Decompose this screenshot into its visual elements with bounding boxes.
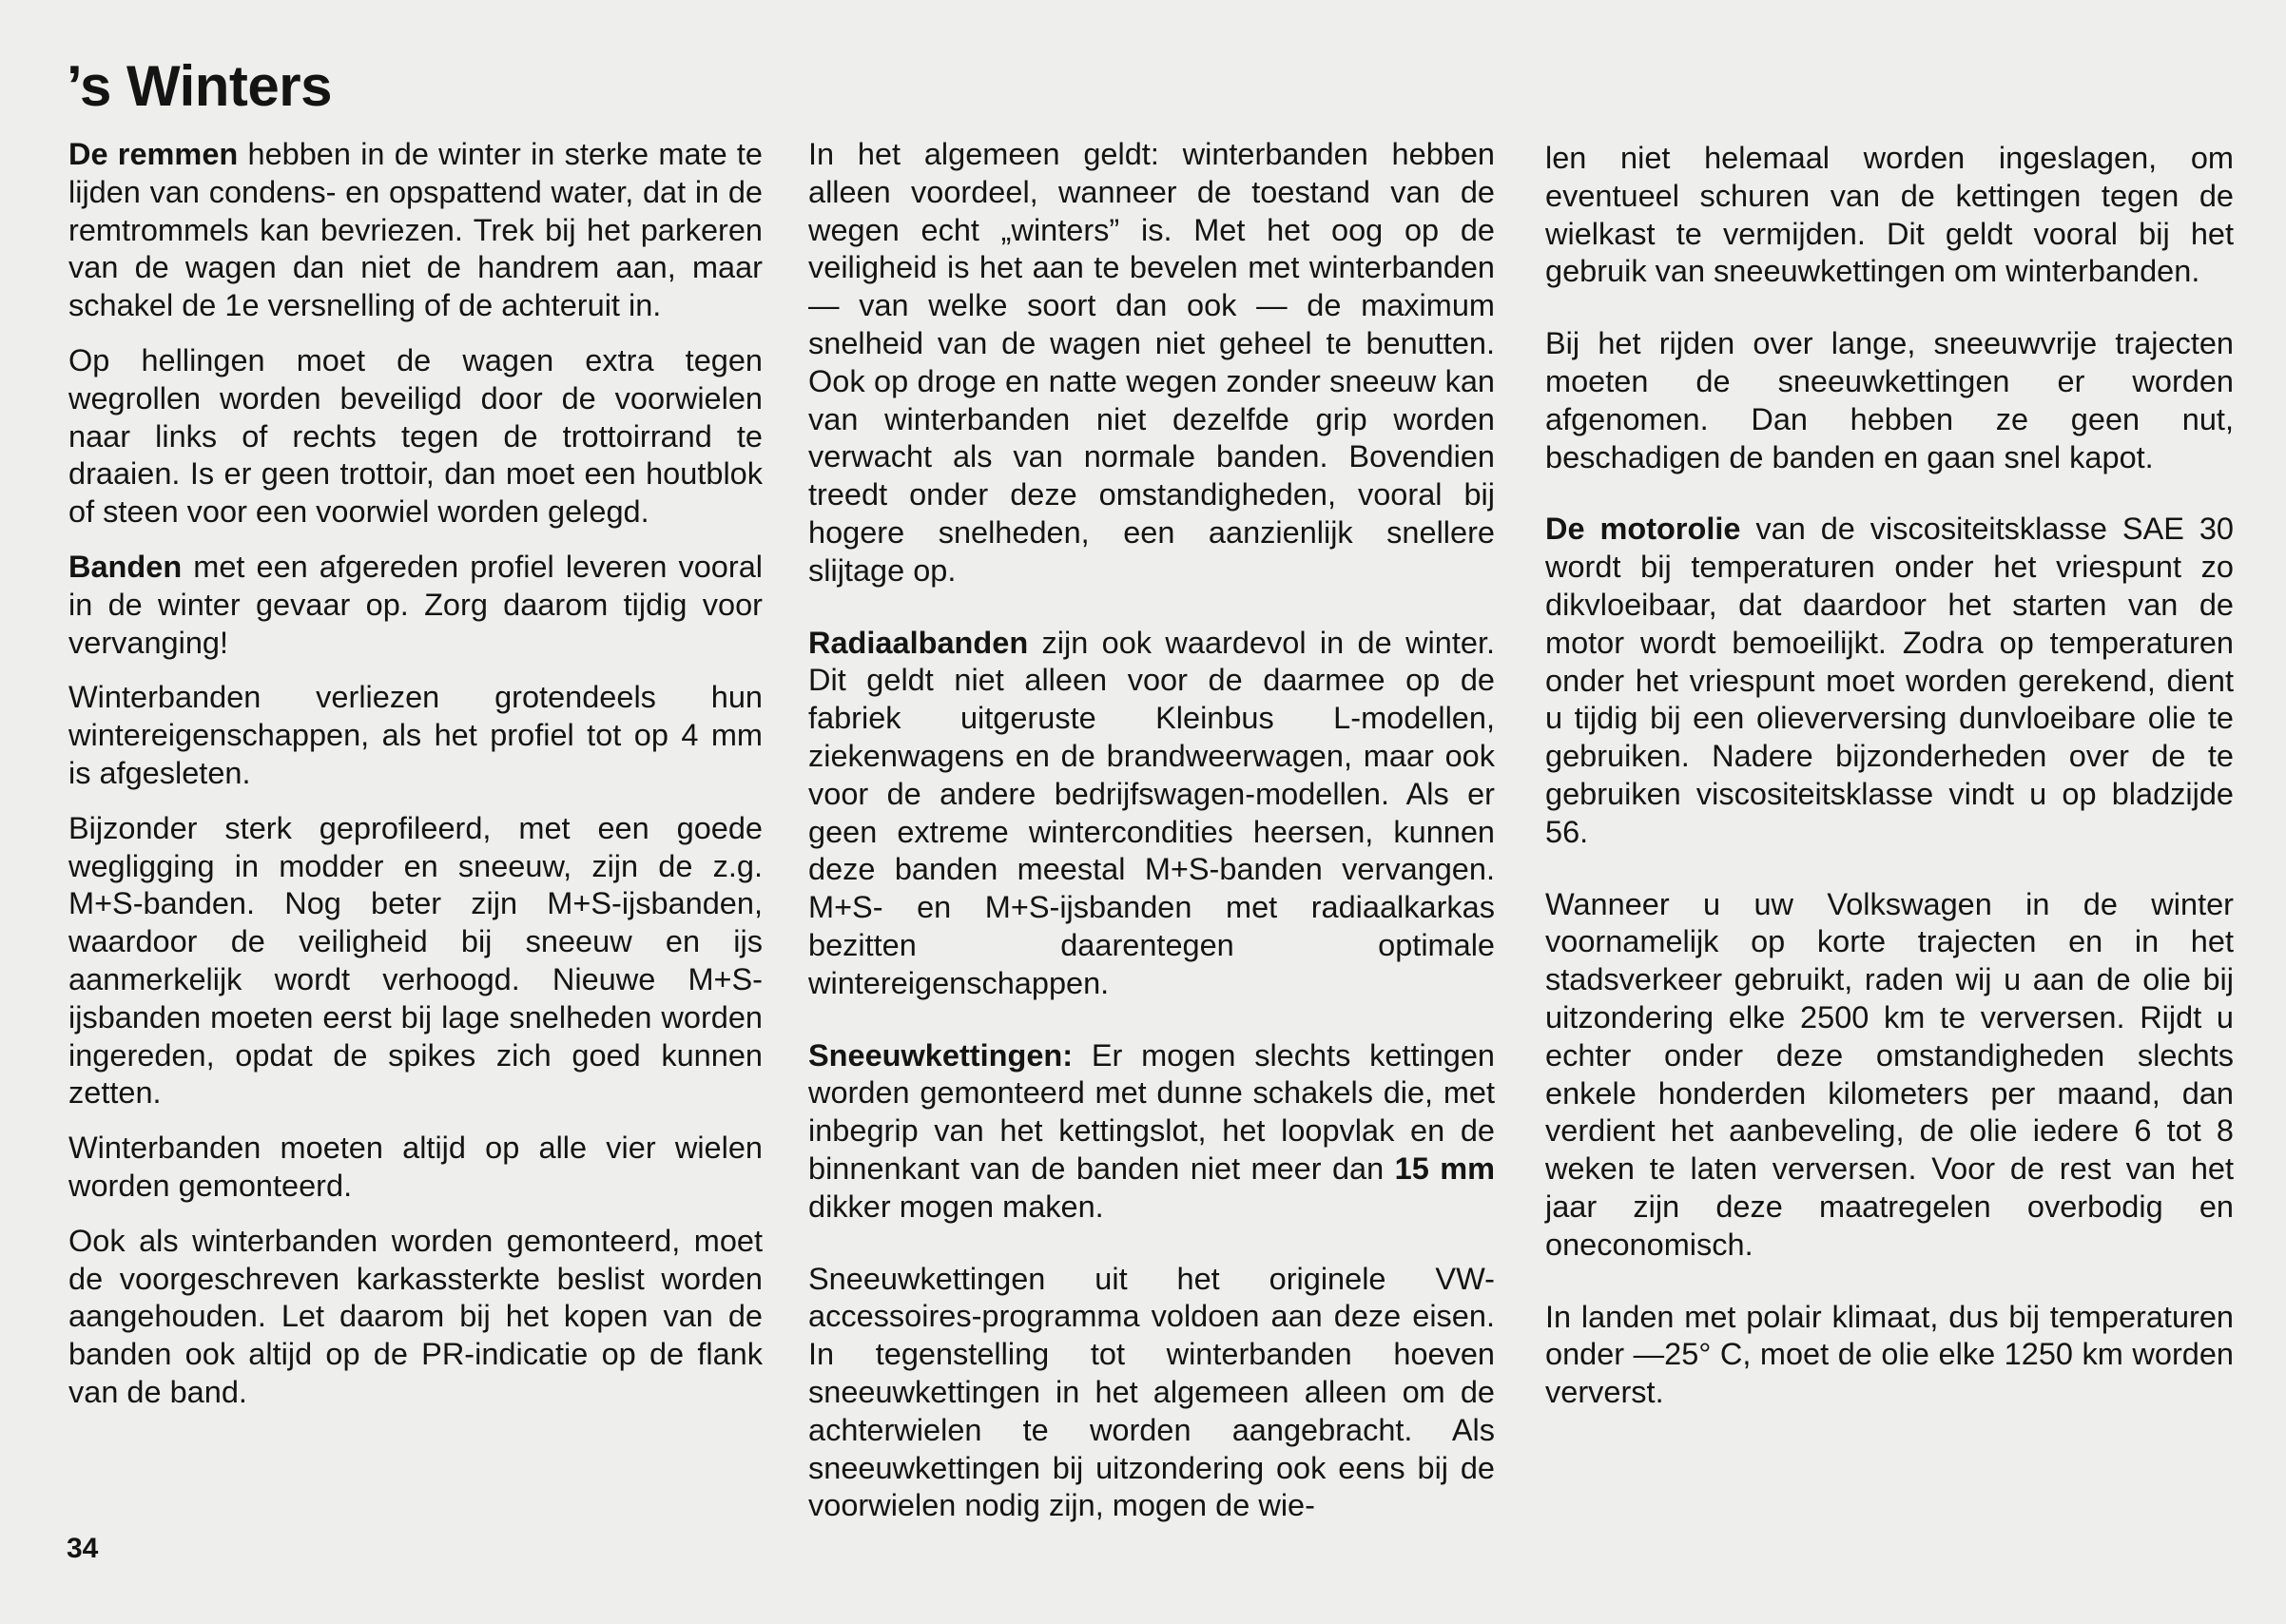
- paragraph-winter-tyres-wear: Winterbanden verliezen grotendeels hun wintereigenschappen, als het profiel tot op 4 mm is afgesleten.: [68, 680, 763, 790]
- paragraph-chains-continued: len niet helemaal worden ingeslagen, om eventueel schuren van de kettingen tegen de wielkast te vermijden. Dit geldt vooral bij het gebruik van sneeuwkettingen om winterbanden.: [1545, 141, 2234, 289]
- paragraph-vw-accessories: Sneeuwkettingen uit het originele VW-accessoires-programma voldoen aan deze eisen. In tegenstelling tot winterbanden hoeven sneeuwkettingen in het algemeen alleen om de achterwielen te worden aangebracht. Als sneeuwkettingen bij uitzondering ook eens bij de voorwielen nodig zijn, mogen de wie-: [808, 1261, 1495, 1523]
- paragraph-chain-removal: Bij het rijden over lange, sneeuwvrije trajecten moeten de sneeuwkettingen er worden afgenomen. Dan hebben ze geen nut, beschadigen de banden en gaan snel kapot.: [1545, 326, 2234, 474]
- lead-snow-chains: Sneeuwkettingen:: [808, 1037, 1074, 1073]
- paragraph-general: In het algemeen geldt: winterbanden hebben alleen voordeel, wanneer de toestand van de wegen echt „winters” is. Met het oog op de veiligheid is het aan te bevelen met winterbanden — van welke soort dan ook — de maximum snelheid van de wagen niet geheel te benutten. Ook op droge en natte wegen zonder sneeuw kan van winterbanden niet dezelfde grip worden verwacht als van normale banden. Bovendien treedt onder deze omstandigheden, vooral bij hogere snelheden, een aanzienlijk snellere slijtage op.: [808, 137, 1495, 588]
- lead-brakes: De remmen: [68, 137, 239, 171]
- column-left: [68, 136, 763, 1429]
- page-number: 34: [67, 1533, 99, 1564]
- paragraph-snow-chains: Sneeuwkettingen: Er mogen slechts kettingen worden gemonteerd met dunne schakels die, met inbegrip van het kettingslot, het loopvlak en de binnenkant van de banden niet meer dan 15 mm dikker mogen maken.: [808, 1037, 1495, 1224]
- paragraph-carcass: Ook als winterbanden worden gemonteerd, moet de voorgeschreven karkassterkte beslist worden aangehouden. Let daarom bij het kopen van de banden ook altijd op de PR-indicatie op de flank van de band.: [68, 1223, 763, 1409]
- paragraph-all-wheels: Winterbanden moeten altijd op alle vier wielen worden gemonteerd.: [68, 1131, 763, 1203]
- paragraph-radial-tyres: Radiaalbanden zijn ook waardevol in de winter. Dit geldt niet alleen voor de daarmee op de fabriek uitgeruste Kleinbus L-modellen, ziekenwagens en de brandweerwagen, maar ook voor de andere bedrijfswagen-modellen. Als er geen extreme wintercondities heersen, kunnen deze banden meestal M+S-banden vervangen. M+S- en M+S-ijsbanden met radiaalkarkas bezitten daarentegen optimale wintereigenschappen.: [808, 625, 1495, 1000]
- paragraph-polar-climate: In landen met polair klimaat, dus bij temperaturen onder —25° C, moet de olie elke 1250 km worden ververst.: [1545, 1299, 2234, 1410]
- page-title: ’s Winters: [67, 54, 332, 118]
- paragraph-tyres: Banden met een afgereden profiel leveren vooral in de winter gevaar op. Zorg daarom tijdig voor vervanging!: [68, 549, 763, 660]
- paragraph-short-trips: Wanneer u uw Volkswagen in de winter voornamelijk op korte trajecten en in het stadsverkeer gebruikt, raden wij u aan de olie bij uitzondering elke 2500 km te verversen. Rijdt u echter onder deze omstandigheden slechts enkele honderden kilometers per maand, dan verdient het aanbeveling, de olie iedere 6 tot 8 weken te laten verversen. Voor de rest van het jaar zijn deze maatregelen overbodig en oneconomisch.: [1545, 886, 2234, 1262]
- paragraph-engine-oil: De motorolie van de viscositeitsklasse SAE 30 wordt bij temperaturen onder het vriespunt zo dikvloeibaar, dat daardoor het starten van de motor wordt bemoeilijkt. Zodra op temperaturen onder het vriespunt moet worden gerekend, dient u tijdig bij een olieverversing dunvloeibare olie te gebruiken. Nadere bijzonderheden over de te gebruiken viscositeitsklasse vindt u op bladzijde 56.: [1545, 512, 2234, 849]
- lead-engine-oil: De motorolie: [1545, 512, 1741, 547]
- column-middle: [808, 136, 1495, 1542]
- lead-tyres: Banden: [68, 549, 183, 584]
- column-right: [1545, 140, 2234, 1429]
- paragraph-slopes: Op hellingen moet de wagen extra tegen wegrollen worden beveiligd door de voorwielen naar links of rechts tegen de trottoirrand te draaien. Is er geen trottoir, dan moet een houtblok of steen voor een voorwiel worden gelegd.: [68, 342, 763, 530]
- lead-radial-tyres: Radiaalbanden: [808, 625, 1029, 660]
- paragraph-ms-tyres: Bijzonder sterk geprofileerd, met een goede wegligging in modder en sneeuw, zijn de z.g. M+S-banden. Nog beter zijn M+S-ijsbanden, waardoor de veiligheid bij sneeuw en ijs aanmerkelijk wordt verhoogd. Nieuwe M+S-ijsbanden moeten eerst bij lage snelheden worden ingereden, opdat de spikes zich goed kunnen zetten.: [68, 810, 763, 1111]
- paragraph-brakes: De remmen hebben in de winter in sterke mate te lijden van condens- en opspattend water, dat in de remtrommels kan bevriezen. Trek bij het parkeren van de wagen dan niet de handrem aan, maar schakel de 1e versnelling of de achteruit in.: [68, 137, 763, 323]
